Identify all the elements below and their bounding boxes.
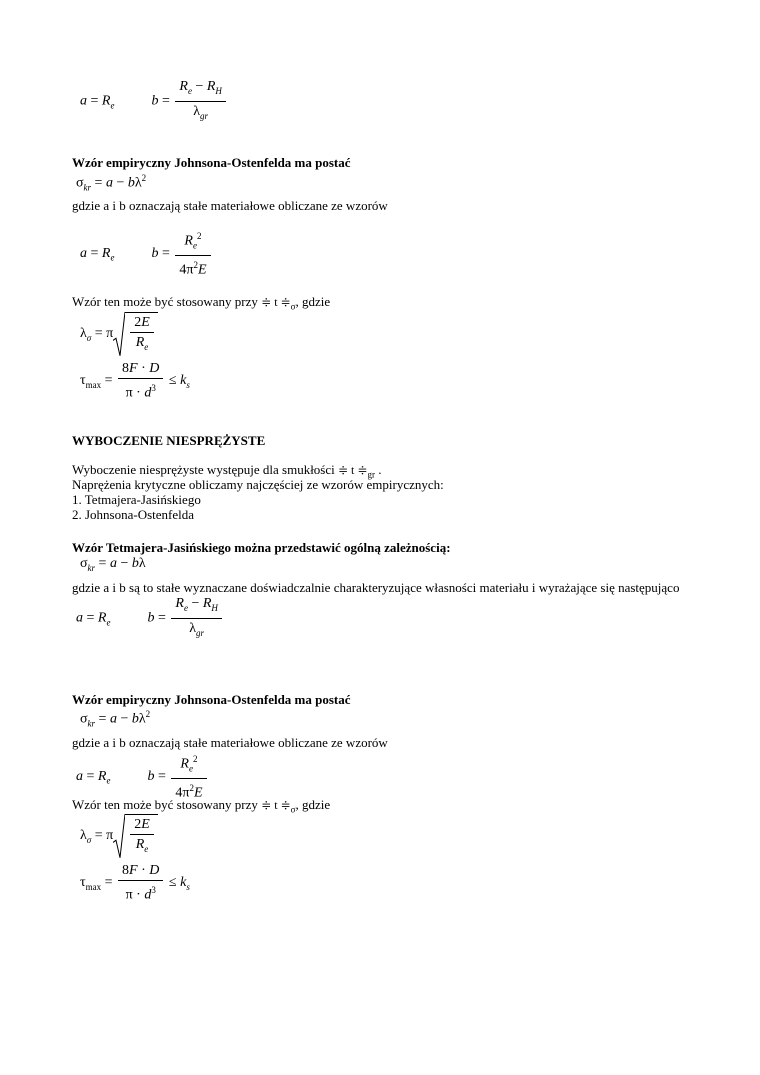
johnson-usage-2: Wzór ten może być stosowany przy ≑ t $≑_\sigma$, gdzie [72, 797, 331, 815]
formula-johnson-sigma-2: $\sigma_{kr} = a - b\lambda^2$ [80, 709, 151, 729]
slenderness-range-icon: ≑ t $≑_\sigma$ [261, 798, 296, 815]
johnson-heading-2: Wzór empiryczny Johnsona-Ostenfelda ma postać [72, 692, 351, 707]
tetmajer-heading: Wzór Tetmajera-Jasińskiego można przedstawić ogólną zależnością: [72, 540, 451, 555]
formula-a-b-johnson-2: $a = R_e$ b = $\frac{R_e^2}{4\pi^2E}$ [76, 751, 209, 802]
formula-lambda-sigma-1: $\lambda_\sigma = \pi$ $\frac{2E}{R_e}$ [80, 312, 158, 356]
johnson-where-1: gdzie a i b oznaczają stałe materiałowe obliczane ze wzorów [72, 198, 388, 213]
inelastic-title: WYBOCZENIE NIESPRĘŻYSTE [72, 433, 266, 448]
johnson-where-2: gdzie a i b oznaczają stałe materiałowe obliczane ze wzorów [72, 735, 388, 750]
formula-tau-max-1: $\tau_{max}$ = $\frac{8F \cdot D}{\pi \cdot d^3}$ ≤ $k_s$ [80, 361, 190, 401]
formula-tetmajer-sigma: $\sigma_{kr} = a - b\lambda$ [80, 556, 146, 573]
slenderness-range-icon: ≑ t $≑_{gr}$ [338, 463, 375, 480]
johnson-usage-1: Wzór ten może być stosowany przy ≑ t $≑_\sigma$, gdzie [72, 294, 331, 312]
formula-lambda-sigma-2: $\lambda_\sigma = \pi$ $\frac{2E}{R_e}$ [80, 814, 158, 858]
inelastic-item1: 1. Tetmajera-Jasińskiego [72, 492, 201, 507]
johnson-heading-1: Wzór empiryczny Johnsona-Ostenfelda ma postać [72, 155, 351, 170]
slenderness-range-icon: ≑ t $≑_\sigma$ [261, 295, 296, 312]
formula-a-b-tetmajer: $a = R_e$ b = $\frac{R_e - R_H}{\lambda_{gr}}$ [76, 595, 224, 642]
tetmajer-where: gdzie a i b są to stałe wyznaczane doświadczalnie charakteryzujące własności materiału i wyrażające się następująco [72, 580, 680, 595]
formula-a-b-tetmajer-top: $a = R_e$ b = $\frac{R_e - R_H}{\lambda_{gr}}$ [80, 78, 228, 125]
inelastic-line1: Wyboczenie niesprężyste występuje dla smukłości ≑ t $≑_{gr}$ . [72, 462, 382, 480]
inelastic-item2: 2. Johnsona-Ostenfelda [72, 507, 195, 522]
inelastic-line2: Naprężenia krytyczne obliczamy najczęściej ze wzorów empirycznych: [72, 477, 444, 492]
formula-a-b-johnson-1: $a = R_e$ b = $\frac{R_e^2}{4\pi^2E}$ [80, 228, 213, 279]
formula-johnson-sigma-1: $\sigma_{kr} = a - b\lambda^2$ [76, 173, 147, 193]
formula-tau-max-2: $\tau_{max}$ = $\frac{8F \cdot D}{\pi \cdot d^3}$ ≤ $k_s$ [80, 863, 190, 903]
